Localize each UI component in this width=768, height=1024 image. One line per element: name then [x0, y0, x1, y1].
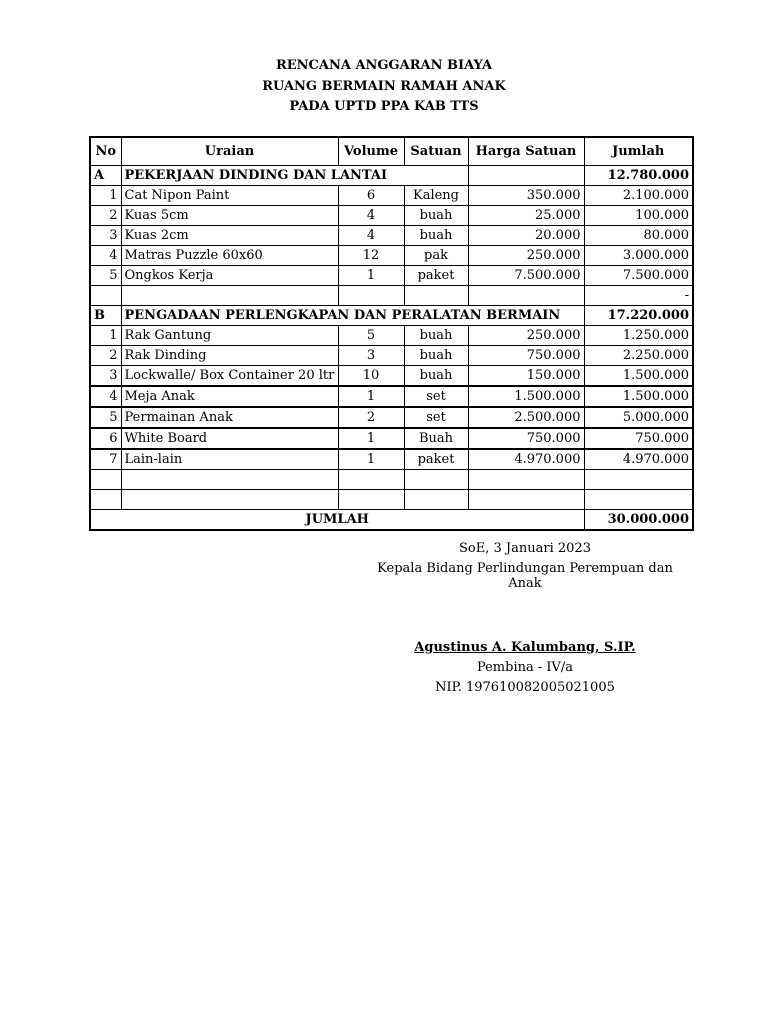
row-satuan: buah [404, 226, 468, 246]
row-satuan: Kaleng [404, 186, 468, 206]
empty-cell [90, 490, 121, 510]
col-header-volume: Volume [338, 137, 404, 166]
row-jumlah: 100.000 [584, 206, 693, 226]
row-harga: 4.970.000 [468, 449, 584, 470]
row-jumlah: 7.500.000 [584, 266, 693, 286]
row-satuan: buah [404, 326, 468, 346]
empty-cell [338, 470, 404, 490]
row-volume: 1 [338, 428, 404, 449]
row-satuan: buah [404, 366, 468, 387]
section-b-total: 17.220.000 [584, 306, 693, 326]
row-volume: 2 [338, 407, 404, 428]
table-row [90, 449, 693, 470]
row-harga: 7.500.000 [468, 266, 584, 286]
row-no: 5 [90, 407, 121, 428]
row-no: 1 [90, 326, 121, 346]
total-label: JUMLAH [90, 510, 584, 531]
table-row [90, 366, 693, 387]
table-row [90, 266, 693, 286]
row-uraian: Kuas 2cm [121, 226, 338, 246]
empty-cell [121, 470, 338, 490]
empty-cell [468, 490, 584, 510]
table-row [90, 246, 693, 266]
row-volume: 10 [338, 366, 404, 387]
row-harga: 20.000 [468, 226, 584, 246]
signer-name: Agustinus A. Kalumbang, S.IP. [414, 640, 636, 655]
table-row [90, 186, 693, 206]
row-uraian: Kuas 5cm [121, 206, 338, 226]
table-row [90, 326, 693, 346]
row-volume: 5 [338, 326, 404, 346]
empty-cell [404, 490, 468, 510]
blank-row [90, 470, 693, 490]
row-satuan: Buah [404, 428, 468, 449]
row-satuan: paket [404, 449, 468, 470]
row-no: 6 [90, 428, 121, 449]
table-header-row [90, 137, 693, 166]
row-uraian: Meja Anak [121, 386, 338, 407]
row-uraian: White Board [121, 428, 338, 449]
row-uraian: Matras Puzzle 60x60 [121, 246, 338, 266]
row-jumlah: 1.250.000 [584, 326, 693, 346]
row-satuan: buah [404, 206, 468, 226]
empty-cell [468, 166, 584, 186]
row-no: 4 [90, 386, 121, 407]
empty-cell [121, 286, 338, 306]
blank-row-jumlah: - [584, 286, 693, 306]
table-row [90, 428, 693, 449]
row-no: 4 [90, 246, 121, 266]
row-no: 2 [90, 346, 121, 366]
budget-table [89, 136, 694, 531]
row-jumlah: 1.500.000 [584, 366, 693, 387]
blank-row [90, 286, 693, 306]
row-jumlah: 3.000.000 [584, 246, 693, 266]
row-jumlah: 80.000 [584, 226, 693, 246]
document-title-line-1: RENCANA ANGGARAN BIAYA [275, 58, 493, 73]
empty-cell [404, 286, 468, 306]
row-satuan: set [404, 407, 468, 428]
empty-cell [338, 286, 404, 306]
col-header-satuan: Satuan [404, 137, 468, 166]
document-title-line-3: PADA UPTD PPA KAB TTS [289, 99, 479, 114]
col-header-no: No [90, 137, 121, 166]
total-row [90, 510, 693, 531]
table-row [90, 386, 693, 407]
col-header-harga-satuan: Harga Satuan [468, 137, 584, 166]
row-volume: 1 [338, 449, 404, 470]
table-row [90, 206, 693, 226]
row-satuan: set [404, 386, 468, 407]
empty-cell [90, 286, 121, 306]
row-harga: 25.000 [468, 206, 584, 226]
row-volume: 3 [338, 346, 404, 366]
row-volume: 12 [338, 246, 404, 266]
row-jumlah: 2.100.000 [584, 186, 693, 206]
row-volume: 6 [338, 186, 404, 206]
row-harga: 250.000 [468, 246, 584, 266]
section-b-code: B [90, 306, 121, 326]
table-row [90, 226, 693, 246]
row-harga: 750.000 [468, 428, 584, 449]
row-jumlah: 750.000 [584, 428, 693, 449]
table-row [90, 407, 693, 428]
row-volume: 4 [338, 206, 404, 226]
empty-cell [468, 286, 584, 306]
row-uraian: Lain-lain [121, 449, 338, 470]
empty-cell [90, 470, 121, 490]
empty-cell [121, 490, 338, 510]
total-value: 30.000.000 [584, 510, 693, 531]
row-satuan: paket [404, 266, 468, 286]
row-no: 2 [90, 206, 121, 226]
row-harga: 350.000 [468, 186, 584, 206]
section-a-title: PEKERJAAN DINDING DAN LANTAI [121, 166, 468, 186]
row-no: 1 [90, 186, 121, 206]
document-title-line-2: RUANG BERMAIN RAMAH ANAK [262, 79, 506, 94]
row-harga: 250.000 [468, 326, 584, 346]
row-no: 5 [90, 266, 121, 286]
empty-cell [404, 470, 468, 490]
section-a-row [90, 166, 693, 186]
col-header-jumlah: Jumlah [584, 137, 693, 166]
row-satuan: pak [404, 246, 468, 266]
blank-row [90, 490, 693, 510]
row-harga: 1.500.000 [468, 386, 584, 407]
row-satuan: buah [404, 346, 468, 366]
empty-cell [584, 490, 693, 510]
place-date: SoE, 3 Januari 2023 [459, 541, 591, 556]
row-uraian: Permainan Anak [121, 407, 338, 428]
table-row [90, 346, 693, 366]
row-volume: 4 [338, 226, 404, 246]
row-volume: 1 [338, 386, 404, 407]
row-uraian: Lockwalle/ Box Container 20 ltr [121, 366, 338, 387]
row-uraian: Cat Nipon Paint [121, 186, 338, 206]
row-jumlah: 4.970.000 [584, 449, 693, 470]
empty-cell [338, 490, 404, 510]
row-no: 3 [90, 226, 121, 246]
row-jumlah: 1.500.000 [584, 386, 693, 407]
row-uraian: Rak Dinding [121, 346, 338, 366]
col-header-uraian: Uraian [121, 137, 338, 166]
row-no: 3 [90, 366, 121, 387]
empty-cell [584, 470, 693, 490]
empty-cell [468, 470, 584, 490]
row-uraian: Ongkos Kerja [121, 266, 338, 286]
row-harga: 750.000 [468, 346, 584, 366]
section-a-code: A [90, 166, 121, 186]
row-volume: 1 [338, 266, 404, 286]
row-no: 7 [90, 449, 121, 470]
signer-position: Kepala Bidang Perlindungan Perempuan dan Anak [377, 561, 673, 591]
row-harga: 2.500.000 [468, 407, 584, 428]
section-b-row [90, 306, 693, 326]
row-jumlah: 5.000.000 [584, 407, 693, 428]
section-b-title: PENGADAAN PERLENGKAPAN DAN PERALATAN BERMAIN [121, 306, 584, 326]
signer-nip: NIP. 197610082005021005 [435, 680, 615, 695]
row-jumlah: 2.250.000 [584, 346, 693, 366]
row-uraian: Rak Gantung [121, 326, 338, 346]
signer-rank: Pembina - IV/a [476, 660, 574, 675]
section-a-total: 12.780.000 [584, 166, 693, 186]
row-harga: 150.000 [468, 366, 584, 387]
